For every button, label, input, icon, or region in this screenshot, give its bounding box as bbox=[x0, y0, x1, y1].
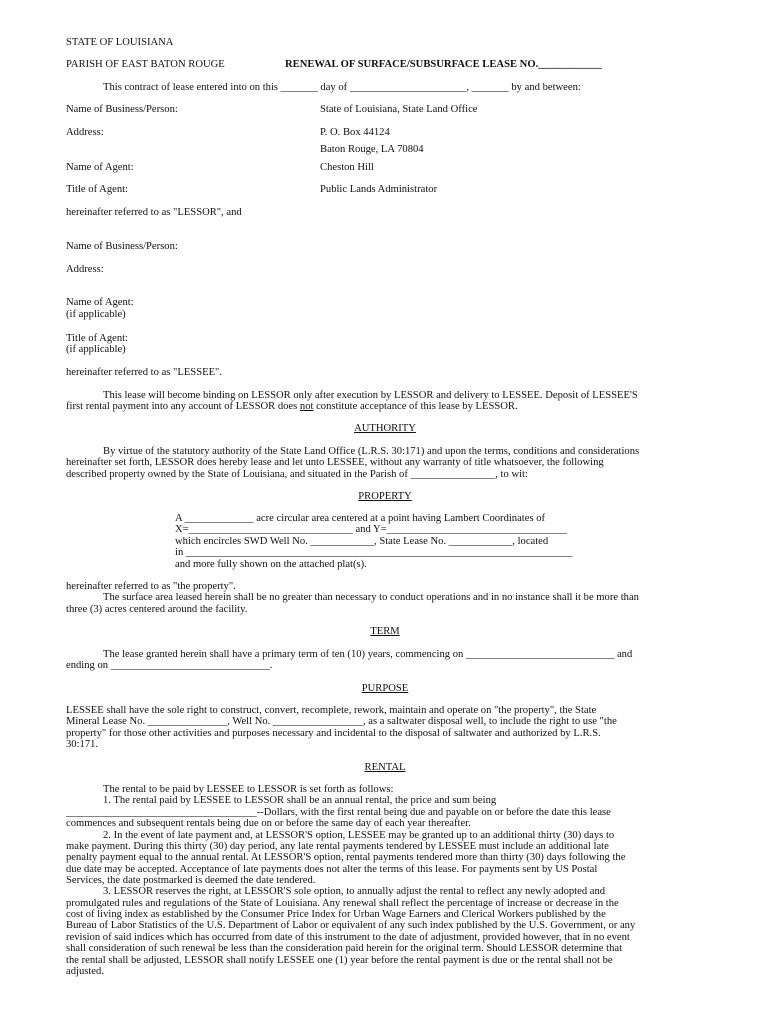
property-heading: PROPERTY bbox=[358, 491, 412, 502]
rental-line: make payment. During this thirty (30) day period, any late rental payments tendered by LESSEE must include an additional late bbox=[66, 841, 609, 852]
lessee-business-label: Name of Business/Person: bbox=[66, 241, 178, 252]
rental-line: 2. In the event of late payment and, at LESSOR'S option, LESSEE may be granted up to an additional thirty (30) days to bbox=[103, 830, 615, 841]
lessor-address-line1: P. O. Box 44124 bbox=[320, 127, 390, 138]
term-heading: TERM bbox=[370, 626, 400, 637]
purpose-line: LESSEE shall have the sole right to construct, convert, recomplete, rework, maintain and operate on "the property", the State bbox=[66, 705, 597, 716]
rental-line: due date may be accepted. Acceptance of late payments does not alter the terms of this lease. For payments sent by US Postal bbox=[66, 864, 598, 875]
authority-heading: AUTHORITY bbox=[354, 423, 416, 434]
rental-line: the rental shall be adjusted, LESSOR shall notify LESSEE one (1) year before the rental payment is due or the rental shall not be bbox=[66, 955, 613, 966]
lessor-referred: hereinafter referred to as "LESSOR", and bbox=[66, 207, 242, 218]
term-line: The lease granted herein shall have a primary term of ten (10) years, commencing on ____________________________ and bbox=[103, 649, 633, 660]
property-line: and more fully shown on the attached plat(s). bbox=[175, 559, 367, 570]
rental-line: cost of living index as established by the Consumer Price Index for Urban Wage Earners and Clerical Workers published by the bbox=[66, 909, 606, 920]
binding-line2 bbox=[66, 401, 518, 413]
rental-line: The rental to be paid by LESSEE to LESSOR is set forth as follows: bbox=[103, 784, 394, 795]
purpose-line: property" for those other activities and purposes necessary and incidental to the disposal of saltwater and authorized by L.R.S. bbox=[66, 728, 601, 739]
lessor-business-value: State of Louisiana, State Land Office bbox=[320, 104, 478, 115]
rental-line: commences and subsequent rentals being due on or before the same day of each year thereafter. bbox=[66, 818, 471, 829]
rental-line: adjusted. bbox=[66, 966, 104, 977]
property-line: A _____________ acre circular area centered at a point having Lambert Coordinates of bbox=[175, 513, 546, 524]
rental-heading: RENTAL bbox=[364, 762, 406, 773]
purpose-heading: PURPOSE bbox=[361, 683, 409, 694]
document-title: RENEWAL OF SURFACE/SUBSURFACE LEASE NO.____________ bbox=[285, 59, 602, 70]
lessor-agent-value: Cheston Hill bbox=[320, 162, 374, 173]
lessee-title-label: Title of Agent: bbox=[66, 333, 128, 344]
lessor-address-label: Address: bbox=[66, 127, 104, 138]
rental-line: Bureau of Labor Statistics of the U.S. Department of Labor or equivalent of any such index published by the U.S. Government, or any bbox=[66, 920, 636, 931]
binding-text-pre: first rental payment into any account of LESSOR does bbox=[66, 401, 300, 412]
rental-line: promulgated rules and regulations of the State of Louisiana. Any renewal shall reflect the percentage of increase or decrease in the bbox=[66, 898, 619, 909]
authority-line: By virtue of the statutory authority of the State Land Office (L.R.S. 30:171) and upon the terms, conditions and considerations bbox=[103, 446, 640, 457]
purpose-line: Mineral Lease No. _______________, Well No. _________________, as a saltwater disposal well, to include the right to use "the bbox=[66, 716, 617, 727]
property-line: in _________________________________________________________________________ bbox=[175, 547, 573, 558]
rental-line: revision of said indices which has occurred from date of this instrument to the date of adjustment, provided however, that in no event bbox=[66, 932, 630, 943]
property-after-line: hereinafter referred to as "the property". bbox=[66, 581, 236, 592]
lessee-referred: hereinafter referred to as "LESSEE". bbox=[66, 367, 223, 378]
parish-heading: PARISH OF EAST BATON ROUGE bbox=[66, 59, 225, 70]
lessee-agent-label: Name of Agent: bbox=[66, 297, 134, 308]
lessor-business-label: Name of Business/Person: bbox=[66, 104, 178, 115]
rental-line: 1. The rental paid by LESSEE to LESSOR shall be an annual rental, the price and sum being bbox=[103, 795, 497, 806]
lessee-title-note: (if applicable) bbox=[66, 344, 126, 355]
authority-line: hereinafter set forth, LESSOR does hereby lease and let unto LESSEE, without any warranty of title whatsoever, the following bbox=[66, 457, 604, 468]
lessor-agent-label: Name of Agent: bbox=[66, 162, 134, 173]
rental-line: penalty payment equal to the annual rental. At LESSOR'S option, rental payments tendered more than thirty (30) days following the bbox=[66, 852, 626, 863]
rental-line: ____________________________________--Dollars, with the first rental being due and payable on or before the date this lease bbox=[66, 807, 611, 818]
binding-not-emphasis: not bbox=[299, 401, 314, 412]
purpose-line: 30:171. bbox=[66, 739, 99, 750]
term-line: ending on ______________________________. bbox=[66, 660, 273, 671]
property-after-line: three (3) acres centered around the facility. bbox=[66, 604, 248, 615]
binding-line1: This lease will become binding on LESSOR only after execution by LESSOR and delivery to LESSEE. Deposit of LESSEE'S bbox=[103, 390, 638, 401]
lessor-address-line2: Baton Rouge, LA 70804 bbox=[320, 144, 424, 155]
binding-text-post: constitute acceptance of this lease by LESSOR. bbox=[313, 401, 518, 412]
lessor-title-value: Public Lands Administrator bbox=[320, 184, 438, 195]
rental-line: Services, the date postmarked is deemed the date tendered. bbox=[66, 875, 316, 886]
lessee-agent-note: (if applicable) bbox=[66, 309, 126, 320]
property-line: X=_______________________________ and Y=__________________________________ bbox=[175, 524, 567, 535]
authority-line: described property owned by the State of Louisiana, and situated in the Parish of ________________, to wit: bbox=[66, 469, 528, 480]
property-line: which encircles SWD Well No. ____________, State Lease No. ____________, located bbox=[175, 536, 549, 547]
intro-line: This contract of lease entered into on this _______ day of ______________________, _______ by and between: bbox=[103, 82, 581, 93]
lessor-title-label: Title of Agent: bbox=[66, 184, 128, 195]
lessee-address-label: Address: bbox=[66, 264, 104, 275]
rental-line: shall consideration of such renewal be less than the consideration paid herein for the original term. Should LESSOR determine that bbox=[66, 943, 623, 954]
property-after-line: The surface area leased herein shall be no greater than necessary to conduct operations and in no instance shall it be more than bbox=[103, 592, 639, 603]
rental-line: 3. LESSOR reserves the right, at LESSOR'S sole option, to annually adjust the rental to reflect any newly adopted and bbox=[103, 886, 606, 897]
state-heading: STATE OF LOUISIANA bbox=[66, 37, 174, 48]
